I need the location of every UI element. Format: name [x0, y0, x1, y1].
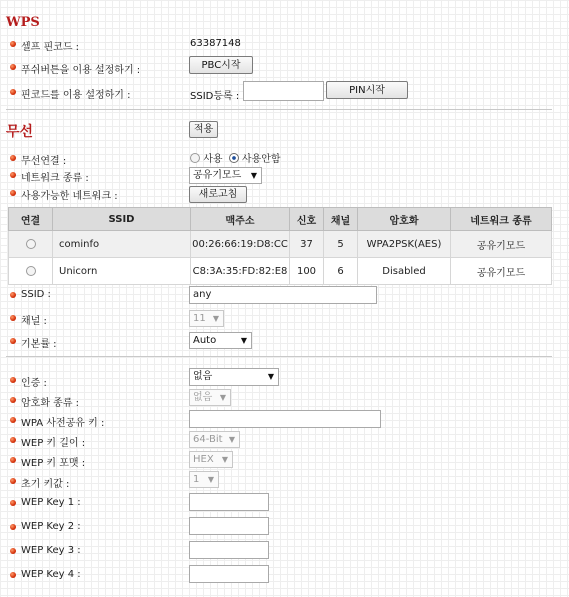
- ssid-label: SSID :: [21, 289, 51, 300]
- basic-rate-label: 기본률 :: [21, 339, 57, 350]
- pbc-label: 푸쉬버튼을 이용 설정하기 :: [21, 65, 141, 76]
- bullet-icon: [10, 41, 16, 47]
- signal-cell: 37: [290, 231, 324, 258]
- initial-key-label: 초기 키값 :: [21, 479, 70, 490]
- wireless-section-title: 무선: [6, 124, 34, 140]
- bullet-icon: [10, 172, 16, 178]
- mac-cell: 00:26:66:19:D8:CC: [191, 231, 290, 258]
- column-header: 채널: [324, 208, 358, 231]
- wep-key-2-input[interactable]: [189, 517, 269, 535]
- encryption-type-select[interactable]: [189, 389, 231, 406]
- channel-cell: 5: [324, 231, 358, 258]
- wep-key-format-value: HEX: [193, 454, 214, 465]
- pin-config-label: 핀코드를 이용 설정하기 :: [21, 90, 131, 101]
- bullet-icon: [10, 500, 16, 506]
- bullet-icon: [10, 478, 16, 484]
- bullet-icon: [10, 190, 16, 196]
- chevron-down-icon: ▼: [212, 314, 219, 323]
- radio-disable-label: 사용안함: [241, 154, 281, 165]
- bullet-icon: [10, 572, 16, 578]
- wpa-psk-label: WPA 사전공유 키 :: [21, 418, 105, 429]
- wps-section-title: WPS: [6, 15, 40, 30]
- chevron-down-icon: ▼: [240, 336, 247, 345]
- wep-key-1-input[interactable]: [189, 493, 269, 511]
- network-type-value: 공유기모드: [193, 170, 242, 181]
- channel-label: 채널 :: [21, 316, 47, 327]
- wep-key-format-label: WEP 키 포맷 :: [21, 458, 86, 469]
- basic-rate-value: Auto: [193, 335, 217, 346]
- basic-rate-select[interactable]: [189, 332, 252, 349]
- column-header: 신호: [290, 208, 324, 231]
- bullet-icon: [10, 315, 16, 321]
- chevron-down-icon: ▼: [219, 393, 226, 402]
- encryption-type-value: 없음: [193, 392, 213, 403]
- network-type-cell: 공유기모드: [451, 231, 552, 258]
- bullet-icon: [10, 397, 16, 403]
- wep-key-length-value: 64-Bit: [193, 434, 223, 445]
- chevron-down-icon: ▼: [228, 435, 235, 444]
- column-header: 연결: [9, 208, 53, 231]
- bullet-icon: [10, 417, 16, 423]
- chevron-down-icon: ▼: [207, 475, 214, 484]
- bullet-icon: [10, 437, 16, 443]
- wep-key-3-input[interactable]: [189, 541, 269, 559]
- bullet-icon: [10, 155, 16, 161]
- signal-cell: 100: [290, 258, 324, 285]
- channel-cell: 6: [324, 258, 358, 285]
- ssid-cell: Unicorn: [53, 258, 191, 285]
- column-header: SSID: [53, 208, 191, 231]
- encryption-cell: WPA2PSK(AES): [358, 231, 451, 258]
- auth-value: 없음: [193, 371, 213, 382]
- chevron-down-icon: ▼: [221, 455, 228, 464]
- divider: [6, 356, 552, 357]
- pin-start-button[interactable]: PIN시작: [326, 81, 408, 99]
- column-header: 맥주소: [191, 208, 290, 231]
- channel-select[interactable]: [189, 310, 224, 327]
- auth-label: 인증 :: [21, 378, 47, 389]
- bullet-icon: [10, 548, 16, 554]
- radio-enable[interactable]: [190, 153, 200, 163]
- bullet-icon: [10, 292, 16, 298]
- column-header: 네트워크 종류: [451, 208, 552, 231]
- network-type-cell: 공유기모드: [451, 258, 552, 285]
- table-header: [9, 208, 552, 231]
- ssid-register-label: SSID등록 :: [190, 91, 240, 102]
- table-row: [9, 258, 552, 285]
- network-type-select[interactable]: [189, 167, 262, 184]
- self-pin-value: 63387148: [190, 38, 241, 49]
- wep-key-4-input[interactable]: [189, 565, 269, 583]
- ssid-cell: cominfo: [53, 231, 191, 258]
- table-row: [9, 231, 552, 258]
- wep-key-3-label: WEP Key 3 :: [21, 545, 81, 556]
- wep-key-4-label: WEP Key 4 :: [21, 569, 81, 580]
- divider: [6, 109, 552, 110]
- initial-key-select[interactable]: [189, 471, 219, 488]
- mac-cell: C8:3A:35:FD:82:E8: [191, 258, 290, 285]
- column-header: 암호화: [358, 208, 451, 231]
- wep-key-length-select[interactable]: [189, 431, 240, 448]
- radio-enable-label: 사용: [203, 154, 223, 165]
- wpa-psk-input[interactable]: [189, 410, 381, 428]
- bullet-icon: [10, 524, 16, 530]
- encryption-type-label: 암호화 종류 :: [21, 398, 80, 409]
- bullet-icon: [10, 457, 16, 463]
- chevron-down-icon: ▼: [250, 171, 257, 180]
- wireless-connection-label: 무선연결 :: [21, 156, 67, 167]
- initial-key-value: 1: [193, 474, 200, 485]
- network-select-radio[interactable]: [26, 266, 36, 276]
- bullet-icon: [10, 377, 16, 383]
- wep-key-2-label: WEP Key 2 :: [21, 521, 81, 532]
- auth-select[interactable]: [189, 368, 279, 386]
- wep-key-format-select[interactable]: [189, 451, 233, 468]
- ssid-register-input[interactable]: [243, 81, 324, 101]
- network-type-label: 네트워크 종류 :: [21, 173, 89, 184]
- wep-key-length-label: WEP 키 길이 :: [21, 438, 86, 449]
- network-select-radio[interactable]: [26, 239, 36, 249]
- encryption-cell: Disabled: [358, 258, 451, 285]
- wep-key-1-label: WEP Key 1 :: [21, 497, 81, 508]
- chevron-down-icon: ▼: [267, 372, 274, 381]
- apply-button[interactable]: 적용: [189, 121, 218, 138]
- wireless-connection-radio-group: [190, 150, 281, 165]
- self-pin-label: 셀프 핀코드 :: [21, 42, 80, 53]
- refresh-button[interactable]: 새로고침: [189, 186, 247, 203]
- pbc-start-button[interactable]: PBC시작: [189, 56, 253, 74]
- channel-value: 11: [193, 313, 206, 324]
- radio-disable[interactable]: [229, 153, 239, 163]
- bullet-icon: [10, 64, 16, 70]
- network-table: [8, 207, 552, 285]
- ssid-input[interactable]: any: [189, 286, 377, 304]
- bullet-icon: [10, 89, 16, 95]
- bullet-icon: [10, 338, 16, 344]
- available-network-label: 사용가능한 네트워크 :: [21, 191, 118, 202]
